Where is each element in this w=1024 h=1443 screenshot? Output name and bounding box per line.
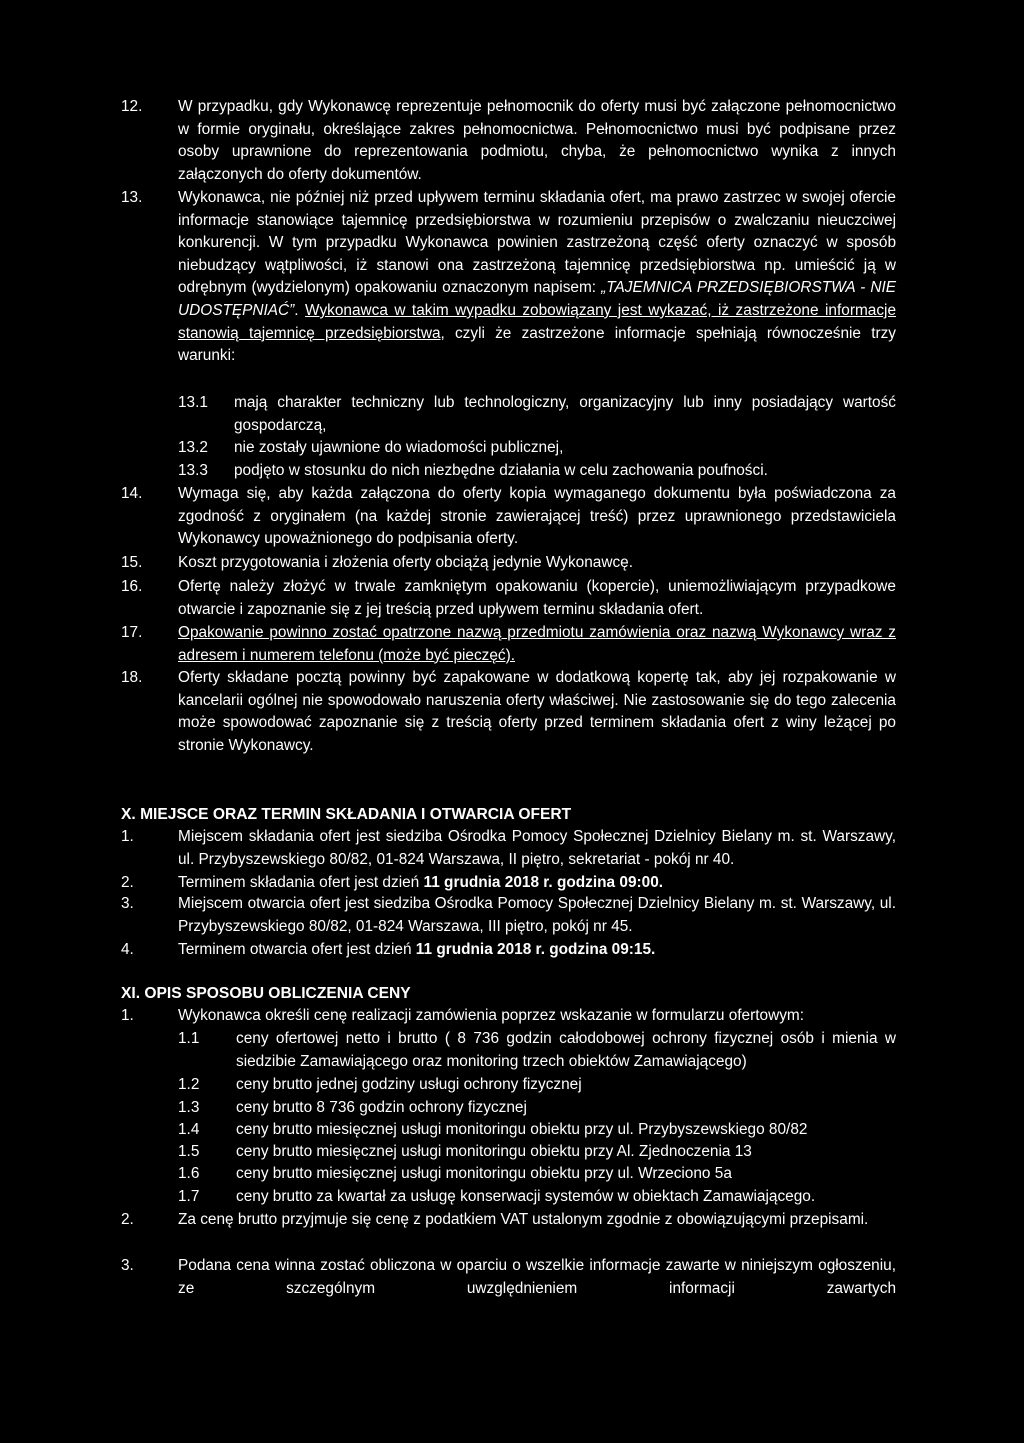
xi-subitem-1-1: 1.1 ceny ofertowej netto i brutto ( 8 736 godzin całodobowej ochrony fizycznej osób i mienia w siedzibie Zamawiającego oraz monitoring trzech obiektów Zamawiającego) [178, 1030, 896, 1070]
x-paragraph-2: 2. Terminem składania ofert jest dzień 11 grudnia 2018 r. godzina 09:00. [121, 874, 664, 891]
paragraph-text: W przypadku, gdy Wykonawcę reprezentuje pełnomocnik do oferty musi być załączone pełnomocnictwo w formie oryginału, określające zakres pełnomocnictwa. Pełnomocnictwo musi być podpisane przez osoby uprawnione do reprezentowania podmiotu, chyba, że pełnomocnictwo wynika z innych załączonych do oferty dokumentów. [178, 98, 896, 183]
paragraph-14: 14. Wymaga się, aby każda załączona do oferty kopia wymaganego dokumentu była poświadczona za zgodność z oryginałem (na każdej stronie zawierającej treść) przez uprawnionego przedstawiciela Wykonawcy upoważnionego do podpisania oferty. [121, 485, 896, 548]
paragraph-13 [121, 187, 896, 368]
paragraph-12 [121, 96, 896, 186]
subitem-13-3: 13.3 podjęto w stosunku do nich niezbędne działania w celu zachowania poufności. [178, 462, 768, 479]
section-heading-x: X. MIEJSCE ORAZ TERMIN SKŁADANIA I OTWARCIA OFERT [121, 806, 572, 823]
xi-paragraph-3: 3. Podana cena winna zostać obliczona w oparciu o wszelkie informacje zawarte w niniejszym ogłoszeniu, ze szczególnym uwzględnieniem informacji zawartych [121, 1257, 896, 1297]
paragraph-text: Wykonawca, nie później niż przed upływem terminu składania ofert, ma prawo zastrzec w swojej ofercie informacje stanowiące tajemnicę przedsiębiorstwa w rozumieniu przepisów o zwalczaniu nieuczciwej konkurencji. W tym przypadku Wykonawca powinien zastrzeżoną część oferty oznaczyć w sposób niebudzący wątpliwości, iż stanowi ona zastrzeżoną tajemnicę przedsiębiorstwa np. umieścić ją w odrębnym (wydzielonym) opakowaniu oznaczonym napisem: „TAJEMNICA PRZEDSIĘBIORSTWA - NIE UDOSTĘPNIAĆ”. Wykonawca w takim wypadku zobowiązany jest wykazać, iż zastrzeżone informacje stanowią tajemnicę przedsiębiorstwa, czyli że zastrzeżone informacje spełniają równocześnie trzy warunki: [178, 189, 896, 365]
xi-subitem-1-3: 1.3 ceny brutto 8 736 godzin ochrony fizycznej [178, 1099, 527, 1116]
confidential-label: „TAJEMNICA PRZEDSIĘBIORSTWA - NIE UDOSTĘPNIAĆ” [178, 279, 896, 319]
x-paragraph-3: 3. Miejscem otwarcia ofert jest siedziba Ośrodka Pomocy Społecznej Dzielnicy Bielany m. st. Warszawy, ul. Przybyszewskiego 80/82, 01-824 Warszawa, III piętro, pokój nr 45. [121, 895, 896, 935]
paragraph-15: 15. Koszt przygotowania i złożenia oferty obciążą jedynie Wykonawcę. [121, 554, 633, 571]
opening-date: 11 grudnia 2018 r. godzina 09:15. [415, 941, 656, 958]
xi-paragraph-1: 1. Wykonawca określi cenę realizacji zamówienia poprzez wskazanie w formularzu ofertowym: [121, 1007, 804, 1024]
xi-subitem-1-5: 1.5 ceny brutto miesięcznej usługi monitoringu obiektu przy Al. Zjednoczenia 13 [178, 1143, 752, 1160]
deadline-date: 11 grudnia 2018 r. godzina 09:00. [423, 874, 664, 891]
xi-subitem-1-7: 1.7 ceny brutto za kwartał za usługę konserwacji systemów w obiektach Zamawiającego. [178, 1188, 816, 1205]
paragraph-16: 16. Ofertę należy złożyć w trwale zamkniętym opakowaniu (kopercie), uniemożliwiającym przypadkowe otwarcie i zapoznanie się z jej treścią przed upływem terminu składania ofert. [121, 578, 896, 618]
xi-subitem-1-4: 1.4 ceny brutto miesięcznej usługi monitoringu obiektu przy ul. Przybyszewskiego 80/82 [178, 1121, 808, 1138]
underlined-obligation: Wykonawca w takim wypadku zobowiązany jest wykazać, iż zastrzeżone informacje stanowią tajemnicę przedsiębiorstwa, [178, 301, 896, 342]
subitem-13-2: 13.2 nie zostały ujawnione do wiadomości publicznej, [178, 439, 564, 456]
paragraph-number: 13. [121, 189, 143, 206]
section-heading-xi: XI. OPIS SPOSOBU OBLICZENIA CENY [121, 985, 411, 1002]
paragraph-18: 18. Oferty składane pocztą powinny być zapakowane w dodatkową kopertę tak, aby jej rozpakowanie w kancelarii ogólnej nie spowodowało naruszenia oferty właściwej. Nie zastosowanie się do tego zalecenia może spowodować zapoznanie się z treścią oferty przed terminem składania ofert z winy leżącej po stronie Wykonawcy. [121, 669, 896, 754]
xi-subitem-1-2: 1.2 ceny brutto jednej godziny usługi ochrony fizycznej [178, 1076, 582, 1093]
xi-paragraph-2: 2. Za cenę brutto przyjmuje się cenę z podatkiem VAT ustalonym zgodnie z obowiązującymi przepisami. [121, 1211, 869, 1228]
subitem-13-1: 13.1 mają charakter techniczny lub technologiczny, organizacyjny lub inny posiadający wartość gospodarczą, [178, 394, 896, 434]
x-paragraph-1: 1. Miejscem składania ofert jest siedziba Ośrodka Pomocy Społecznej Dzielnicy Bielany m. st. Warszawy, ul. Przybyszewskiego 80/82, 01-824 Warszawa, II piętro, sekretariat - pokój nr 40. [121, 828, 896, 868]
x-paragraph-4: 4. Terminem otwarcia ofert jest dzień 11 grudnia 2018 r. godzina 09:15. [121, 941, 656, 958]
xi-subitem-1-6: 1.6 ceny brutto miesięcznej usługi monitoringu obiektu przy ul. Wrzeciono 5a [178, 1165, 732, 1182]
paragraph-17: 17. Opakowanie powinno zostać opatrzone nazwą przedmiotu zamówienia oraz nazwą Wykonawcy wraz z adresem i numerem telefonu (może być pieczęć). [121, 624, 896, 664]
paragraph-number: 12. [121, 98, 143, 115]
